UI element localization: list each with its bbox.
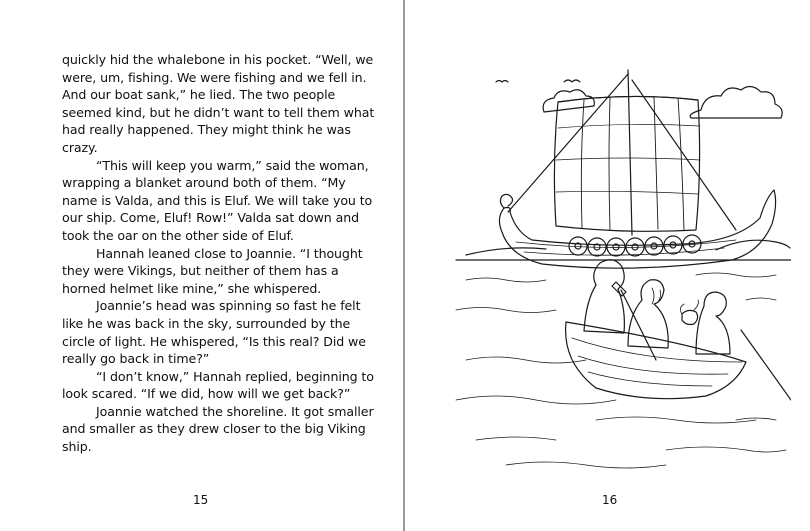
cloud-right xyxy=(690,86,782,118)
paragraph-3: Hannah leaned close to Joannie. “I thought they were Vikings, but neither of them has a horned helmet like mine,” she whispered. xyxy=(62,245,363,296)
oar-left xyxy=(621,290,656,360)
sail xyxy=(554,96,699,231)
left-page xyxy=(0,0,404,531)
oar-right xyxy=(741,330,791,400)
right-page xyxy=(406,0,810,531)
paragraph-5: “I don’t know,” Hannah replied, beginning to look scared. “If we did, how will we get back?” xyxy=(62,368,374,402)
dragon-prow xyxy=(500,194,512,208)
mast xyxy=(628,70,632,235)
paragraph-2: “This will keep you warm,” said the woman, wrapping a blanket around both of them. “My name is Valda, and this is Eluf. We will take you to our ship. Come, Eluf! Row!” Valda sat down and took the oar on the other side of Eluf. xyxy=(62,157,373,243)
paragraph-6: Joannie watched the shoreline. It got smaller and smaller as they drew closer to the big Viking ship. xyxy=(62,403,374,455)
water-ripples xyxy=(456,273,786,468)
bird-icon xyxy=(496,81,508,83)
viking-ship-illustration xyxy=(446,60,791,478)
page-number-left: 15 xyxy=(193,493,209,507)
bird-icon xyxy=(564,80,580,82)
story-text xyxy=(62,51,384,456)
book-gutter xyxy=(403,0,405,531)
paragraph-1: quickly hid the whalebone in his pocket. “Well, we were, um, fishing. We were fishing and we fell in. And our boat sank,” he lied. The two people seemed kind, but he didn’t want to tell them what had really happened. They might think he was crazy. xyxy=(62,52,375,155)
rowers xyxy=(584,260,730,354)
paragraph-4: Joannie’s head was spinning so fast he felt like he was back in the sky, surrounded by the circle of light. He whispered, “Is this real? Did we really go back in time?” xyxy=(62,298,366,367)
longship-hull xyxy=(499,190,775,268)
page-number-right: 16 xyxy=(602,493,618,507)
